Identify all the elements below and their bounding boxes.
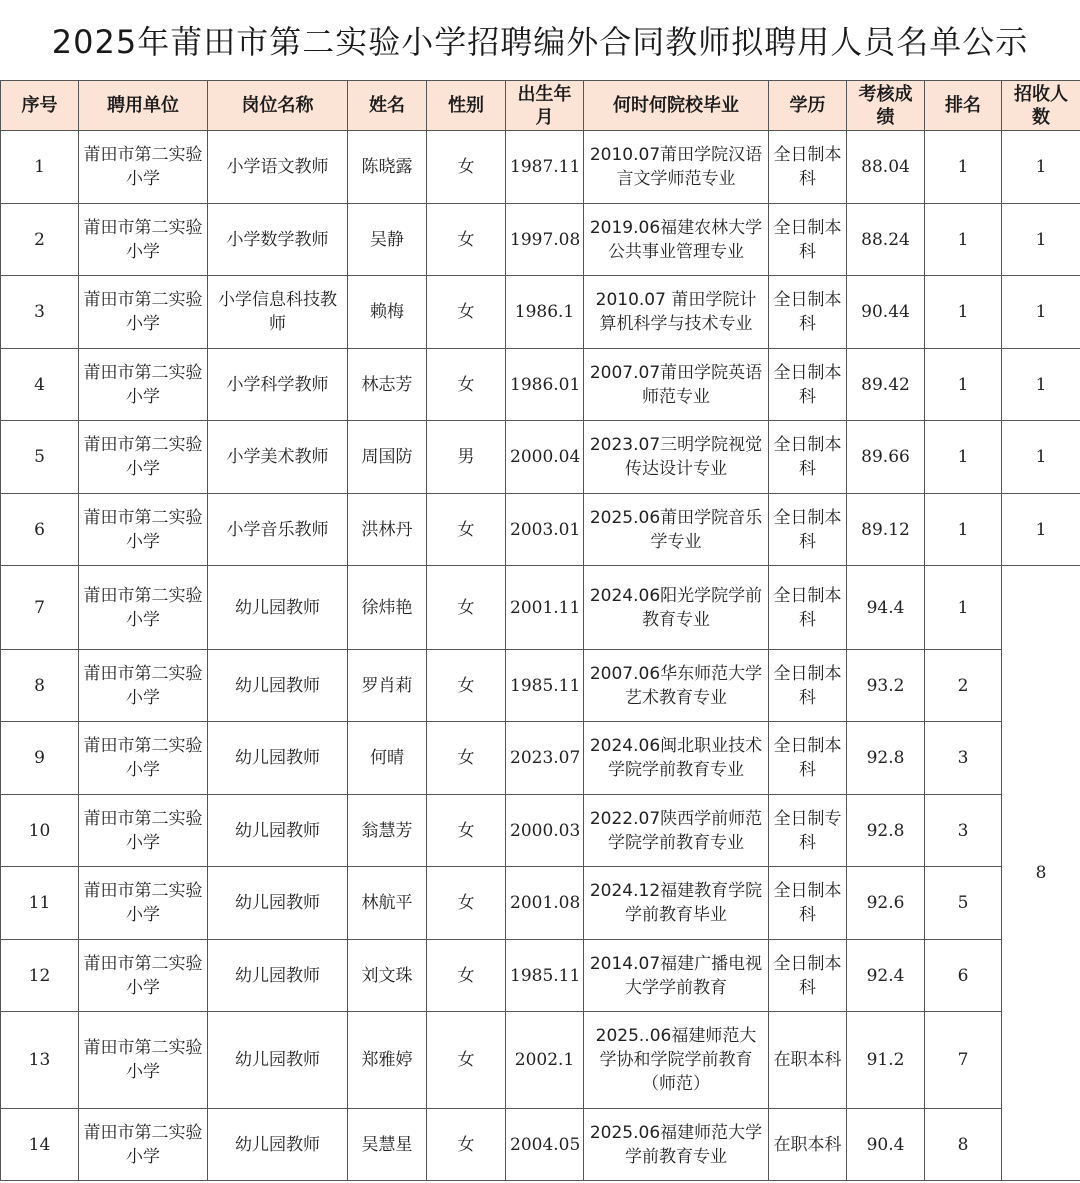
cell-unit: 莆田市第二实验小学 (79, 1109, 208, 1181)
cell-education: 在职本科 (769, 1012, 847, 1109)
table-body (1, 131, 1080, 1181)
cell-school: 2025.06莆田学院音乐学专业 (584, 494, 769, 566)
table-row (1, 421, 1080, 494)
table-row (1, 276, 1080, 349)
cell-rank: 1 (925, 494, 1002, 566)
cell-gender: 女 (427, 867, 506, 940)
cell-seq: 8 (1, 650, 79, 722)
cell-quota: 1 (1002, 131, 1080, 204)
cell-name: 吴慧星 (348, 1109, 427, 1181)
cell-rank: 1 (925, 349, 1002, 421)
cell-school: 2024.06阳光学院学前教育专业 (584, 566, 769, 650)
table-row (1, 650, 1080, 722)
cell-birth: 2000.04 (506, 421, 584, 494)
cell-position: 幼儿园教师 (208, 1012, 348, 1109)
cell-score: 92.8 (847, 795, 925, 867)
cell-birth: 2023.07 (506, 722, 584, 795)
cell-unit: 莆田市第二实验小学 (79, 349, 208, 421)
cell-unit: 莆田市第二实验小学 (79, 131, 208, 204)
cell-education: 全日制本科 (769, 131, 847, 204)
cell-birth: 2001.08 (506, 867, 584, 940)
cell-seq: 5 (1, 421, 79, 494)
cell-birth: 2001.11 (506, 566, 584, 650)
cell-school: 2024.12福建教育学院学前教育毕业 (584, 867, 769, 940)
cell-rank: 6 (925, 940, 1002, 1012)
recruitment-table (0, 80, 1080, 1181)
cell-score: 89.66 (847, 421, 925, 494)
cell-position: 小学信息科技教师 (208, 276, 348, 349)
cell-birth: 2000.03 (506, 795, 584, 867)
cell-seq: 7 (1, 566, 79, 650)
cell-education: 全日制本科 (769, 421, 847, 494)
cell-rank: 5 (925, 867, 1002, 940)
cell-education: 全日制本科 (769, 349, 847, 421)
cell-gender: 女 (427, 940, 506, 1012)
cell-quota: 1 (1002, 494, 1080, 566)
cell-rank: 3 (925, 722, 1002, 795)
cell-unit: 莆田市第二实验小学 (79, 566, 208, 650)
cell-gender: 女 (427, 1109, 506, 1181)
cell-birth: 1985.11 (506, 940, 584, 1012)
cell-school: 2024.06闽北职业技术学院学前教育专业 (584, 722, 769, 795)
header-seq: 序号 (1, 81, 79, 131)
cell-gender: 男 (427, 421, 506, 494)
cell-score: 88.24 (847, 204, 925, 276)
cell-seq: 1 (1, 131, 79, 204)
cell-gender: 女 (427, 204, 506, 276)
cell-gender: 女 (427, 349, 506, 421)
cell-seq: 12 (1, 940, 79, 1012)
table-header-row (1, 81, 1080, 131)
header-position: 岗位名称 (208, 81, 348, 131)
cell-name: 何晴 (348, 722, 427, 795)
cell-school: 2025.06福建师范大学学前教育专业 (584, 1109, 769, 1181)
cell-school: 2007.06华东师范大学艺术教育专业 (584, 650, 769, 722)
cell-score: 94.4 (847, 566, 925, 650)
cell-school: 2025..06福建师范大学协和学院学前教育（师范） (584, 1012, 769, 1109)
cell-birth: 2003.01 (506, 494, 584, 566)
cell-seq: 14 (1, 1109, 79, 1181)
cell-gender: 女 (427, 494, 506, 566)
cell-education: 全日制本科 (769, 276, 847, 349)
cell-rank: 1 (925, 276, 1002, 349)
cell-position: 小学数学教师 (208, 204, 348, 276)
header-birth: 出生年月 (506, 81, 584, 131)
cell-name: 翁慧芳 (348, 795, 427, 867)
cell-education: 全日制本科 (769, 867, 847, 940)
cell-name: 罗肖莉 (348, 650, 427, 722)
cell-score: 92.6 (847, 867, 925, 940)
cell-rank: 8 (925, 1109, 1002, 1181)
table-row (1, 494, 1080, 566)
cell-gender: 女 (427, 650, 506, 722)
cell-name: 洪林丹 (348, 494, 427, 566)
cell-seq: 2 (1, 204, 79, 276)
header-education: 学历 (769, 81, 847, 131)
cell-education: 全日制本科 (769, 722, 847, 795)
cell-seq: 6 (1, 494, 79, 566)
cell-quota: 1 (1002, 276, 1080, 349)
cell-seq: 4 (1, 349, 79, 421)
header-name: 姓名 (348, 81, 427, 131)
cell-quota: 1 (1002, 349, 1080, 421)
cell-name: 赖梅 (348, 276, 427, 349)
cell-birth: 1986.1 (506, 276, 584, 349)
cell-seq: 9 (1, 722, 79, 795)
cell-score: 88.04 (847, 131, 925, 204)
cell-quota: 1 (1002, 204, 1080, 276)
cell-birth: 1985.11 (506, 650, 584, 722)
table-row (1, 1012, 1080, 1109)
cell-gender: 女 (427, 722, 506, 795)
cell-gender: 女 (427, 795, 506, 867)
cell-education: 在职本科 (769, 1109, 847, 1181)
cell-school: 2014.07福建广播电视大学学前教育 (584, 940, 769, 1012)
cell-birth: 2002.1 (506, 1012, 584, 1109)
cell-name: 刘文珠 (348, 940, 427, 1012)
cell-position: 幼儿园教师 (208, 722, 348, 795)
cell-gender: 女 (427, 566, 506, 650)
cell-seq: 11 (1, 867, 79, 940)
cell-unit: 莆田市第二实验小学 (79, 204, 208, 276)
cell-education: 全日制本科 (769, 650, 847, 722)
cell-name: 陈晓露 (348, 131, 427, 204)
header-unit: 聘用单位 (79, 81, 208, 131)
cell-rank: 1 (925, 421, 1002, 494)
table-row (1, 795, 1080, 867)
cell-name: 林志芳 (348, 349, 427, 421)
header-rank: 排名 (925, 81, 1002, 131)
cell-rank: 2 (925, 650, 1002, 722)
table-row (1, 1109, 1080, 1181)
cell-score: 93.2 (847, 650, 925, 722)
cell-score: 90.4 (847, 1109, 925, 1181)
cell-birth: 2004.05 (506, 1109, 584, 1181)
cell-rank: 1 (925, 566, 1002, 650)
table-row (1, 722, 1080, 795)
cell-unit: 莆田市第二实验小学 (79, 1012, 208, 1109)
cell-school: 2022.07陕西学前师范学院学前教育专业 (584, 795, 769, 867)
cell-school: 2007.07莆田学院英语师范专业 (584, 349, 769, 421)
cell-name: 郑雅婷 (348, 1012, 427, 1109)
table-row (1, 940, 1080, 1012)
cell-unit: 莆田市第二实验小学 (79, 421, 208, 494)
cell-unit: 莆田市第二实验小学 (79, 940, 208, 1012)
cell-unit: 莆田市第二实验小学 (79, 276, 208, 349)
cell-gender: 女 (427, 276, 506, 349)
table-row (1, 131, 1080, 204)
cell-education: 全日制本科 (769, 204, 847, 276)
cell-name: 吴静 (348, 204, 427, 276)
cell-school: 2010.07 莆田学院计算机科学与技术专业 (584, 276, 769, 349)
table-row (1, 566, 1080, 650)
header-quota: 招收人数 (1002, 81, 1080, 131)
table-row (1, 204, 1080, 276)
header-score: 考核成绩 (847, 81, 925, 131)
cell-score: 92.4 (847, 940, 925, 1012)
page-title: 2025年莆田市第二实验小学招聘编外合同教师拟聘用人员名单公示 (51, 23, 1029, 61)
table-row (1, 349, 1080, 421)
cell-education: 全日制本科 (769, 566, 847, 650)
cell-unit: 莆田市第二实验小学 (79, 650, 208, 722)
cell-education: 全日制本科 (769, 940, 847, 1012)
cell-score: 92.8 (847, 722, 925, 795)
cell-birth: 1986.01 (506, 349, 584, 421)
cell-rank: 3 (925, 795, 1002, 867)
cell-position: 幼儿园教师 (208, 867, 348, 940)
cell-position: 小学语文教师 (208, 131, 348, 204)
cell-position: 幼儿园教师 (208, 566, 348, 650)
cell-quota: 8 (1002, 566, 1080, 1181)
cell-rank: 1 (925, 204, 1002, 276)
cell-birth: 1997.08 (506, 204, 584, 276)
cell-unit: 莆田市第二实验小学 (79, 795, 208, 867)
cell-position: 小学美术教师 (208, 421, 348, 494)
cell-position: 小学科学教师 (208, 349, 348, 421)
cell-unit: 莆田市第二实验小学 (79, 867, 208, 940)
cell-seq: 13 (1, 1012, 79, 1109)
cell-gender: 女 (427, 1012, 506, 1109)
cell-education: 全日制专科 (769, 795, 847, 867)
header-gender: 性别 (427, 81, 506, 131)
cell-unit: 莆田市第二实验小学 (79, 722, 208, 795)
cell-position: 幼儿园教师 (208, 1109, 348, 1181)
cell-rank: 1 (925, 131, 1002, 204)
cell-seq: 10 (1, 795, 79, 867)
cell-school: 2023.07三明学院视觉传达设计专业 (584, 421, 769, 494)
cell-quota: 1 (1002, 421, 1080, 494)
cell-school: 2019.06福建农林大学公共事业管理专业 (584, 204, 769, 276)
cell-birth: 1987.11 (506, 131, 584, 204)
cell-name: 徐炜艳 (348, 566, 427, 650)
cell-position: 小学音乐教师 (208, 494, 348, 566)
cell-score: 90.44 (847, 276, 925, 349)
cell-school: 2010.07莆田学院汉语言文学师范专业 (584, 131, 769, 204)
header-school: 何时何院校毕业 (584, 81, 769, 131)
cell-gender: 女 (427, 131, 506, 204)
table-row (1, 867, 1080, 940)
cell-education: 全日制本科 (769, 494, 847, 566)
cell-score: 91.2 (847, 1012, 925, 1109)
cell-seq: 3 (1, 276, 79, 349)
cell-name: 林航平 (348, 867, 427, 940)
cell-position: 幼儿园教师 (208, 940, 348, 1012)
cell-position: 幼儿园教师 (208, 650, 348, 722)
cell-unit: 莆田市第二实验小学 (79, 494, 208, 566)
cell-position: 幼儿园教师 (208, 795, 348, 867)
cell-score: 89.12 (847, 494, 925, 566)
cell-score: 89.42 (847, 349, 925, 421)
cell-rank: 7 (925, 1012, 1002, 1109)
cell-name: 周国防 (348, 421, 427, 494)
